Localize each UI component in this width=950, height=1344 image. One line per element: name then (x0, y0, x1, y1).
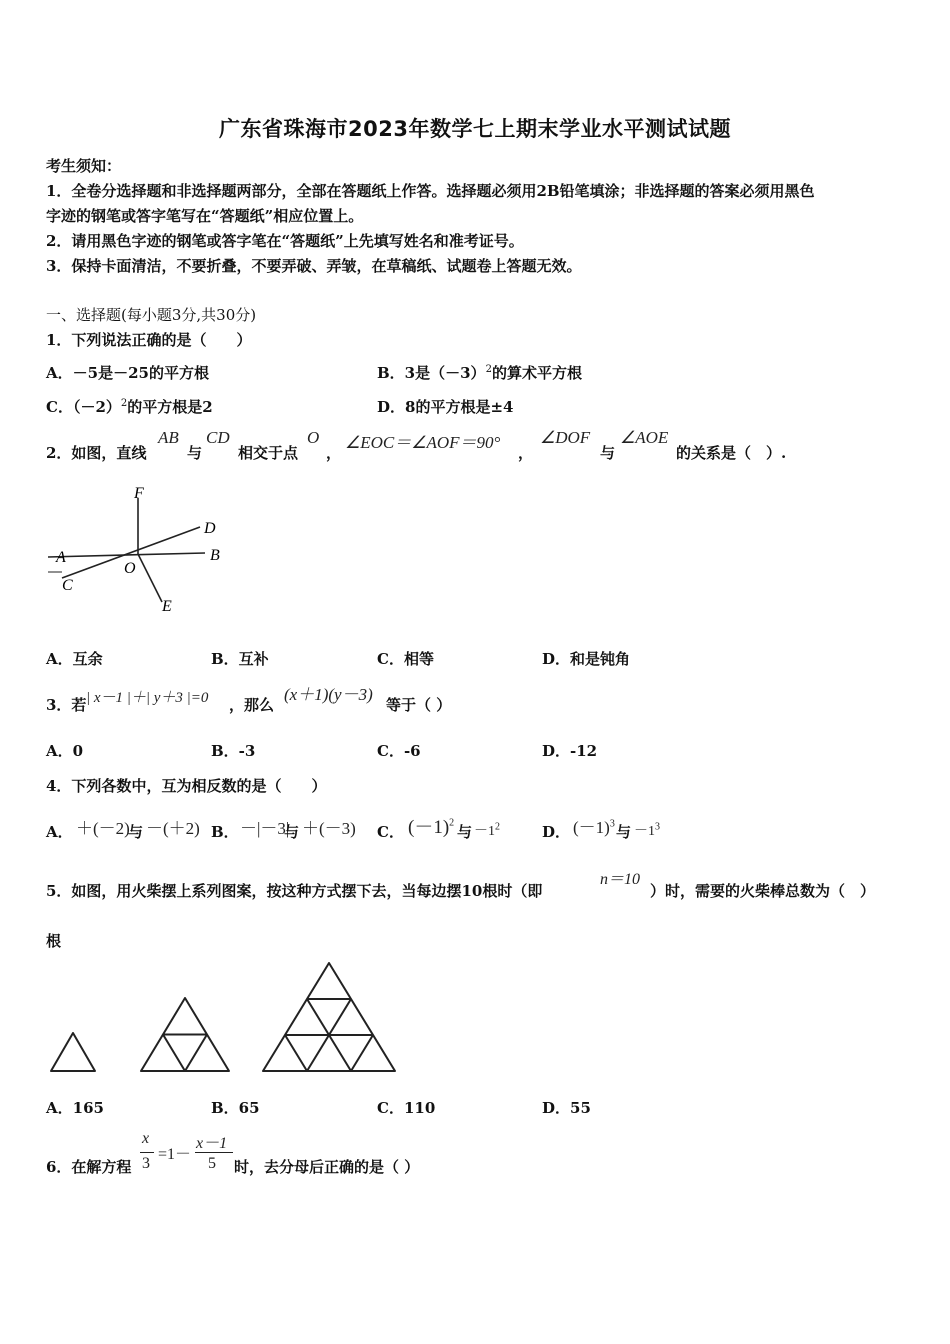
q3-option-a: A．0 (46, 742, 84, 760)
q2-stem-part5: ， (518, 444, 534, 462)
section-heading: 一、选择题(每小题3分,共30分) (46, 306, 257, 324)
q5-option-c: C．110 (377, 1099, 436, 1117)
triangle-n2 (141, 998, 229, 1071)
q4-option-c-yu: 与 (457, 823, 473, 841)
q4-option-d-expr1: $(-1)^3$ (573, 818, 615, 837)
q2-figure (40, 480, 240, 620)
q4-option-a-label: A． (46, 823, 73, 841)
label-o: O (124, 560, 136, 577)
q6-frac1-bar (140, 1152, 154, 1153)
q4-option-d-yu: 与 (616, 823, 632, 841)
q5-option-d: D．55 (542, 1099, 591, 1117)
notice-line-3: 3．保持卡面清洁，不要折叠，不要弄破、弄皱，在草稿纸、试题卷上答题无效。 (46, 257, 582, 275)
q2-option-d: D．和是钝角 (542, 650, 631, 668)
notice-line-2: 2．请用黑色字迹的钢笔或答字笔在“答题纸”上先填写姓名和准考证号。 (46, 232, 524, 250)
q3-stem-part1: 3．若 (46, 696, 87, 714)
q3-math-expression: (x＋1)(y－3) (284, 685, 373, 704)
q2-math-ab: AB (158, 428, 179, 447)
q4-option-c-expr2: $-1^2$ (474, 821, 500, 839)
q4-option-b-label: B． (211, 823, 239, 841)
q5-figure (44, 958, 404, 1078)
q4-option-a-expr1: ＋(－2) (76, 819, 130, 838)
label-c: C (62, 577, 73, 594)
ray-oe (138, 554, 162, 602)
q3-stem-part2: ，那么 (229, 696, 275, 714)
notice-heading: 考生须知： (46, 157, 122, 175)
notice-line-1a: 1．全卷分选择题和非选择题两部分，全部在答题纸上作答。选择题必须用2B铅笔填涂；非选择题的答案必须用黑色 (46, 182, 815, 200)
q5-math-n: n＝10 (600, 871, 641, 888)
triangle-n1 (51, 1033, 95, 1071)
q1-option-b: B．3是$(-3)^2$的算术平方根 (377, 364, 582, 382)
triangle-n3 (263, 963, 395, 1071)
q6-equals: =1－ (158, 1146, 192, 1163)
q6-stem-part1: 6．在解方程 (46, 1158, 132, 1176)
q3-math-condition: | x－1 |＋| y＋3 |=0 (86, 690, 209, 706)
q2-math-o: O (307, 428, 320, 447)
q6-frac1-numerator: x (142, 1130, 150, 1147)
q2-stem-part4: ， (326, 444, 342, 462)
q1-option-d: D．8的平方根是±4 (377, 398, 514, 416)
q3-option-b: B．-3 (211, 742, 256, 760)
q5-stem-part3: 根 (46, 932, 62, 950)
q2-stem-part2: 与 (187, 444, 203, 462)
q1-option-a: A．－5是－25的平方根 (46, 364, 209, 382)
q2-math-dof: ∠DOF (540, 428, 591, 447)
notice-line-1b: 字迹的钢笔或答字笔写在“答题纸”相应位置上。 (46, 207, 364, 225)
q5-option-a: A．165 (46, 1099, 104, 1117)
q1-option-c: C．$(-2)^2$的平方根是2 (46, 398, 213, 416)
q3-option-c: C．-6 (377, 742, 421, 760)
q4-stem: 4．下列各数中，互为相反数的是（ ） (46, 777, 327, 795)
q3-option-d: D．-12 (542, 742, 598, 760)
label-b: B (210, 547, 220, 564)
q4-option-b-yu: 与 (284, 823, 300, 841)
q4-option-a-yu: 与 (128, 823, 144, 841)
q6-frac2-denominator: 5 (208, 1155, 216, 1172)
q4-option-c-expr1: $(-1)^2$ (408, 817, 455, 838)
page-title: 广东省珠海市2023年数学七上期末学业水平测试试题 (219, 117, 731, 141)
q4-option-b-expr1: －|－3| (240, 819, 290, 838)
q3-stem-part3: 等于（ ） (386, 696, 452, 714)
label-a: A (56, 549, 66, 566)
label-d: D (204, 520, 216, 537)
label-e: E (162, 598, 172, 615)
q5-option-b: B．65 (211, 1099, 260, 1117)
q2-stem-part3: 相交于点 (238, 444, 299, 462)
q2-stem-part7: 的关系是（ ）. (676, 444, 787, 462)
q6-frac1-denominator: 3 (142, 1155, 150, 1172)
q4-option-d-expr2: $-1^3$ (634, 821, 660, 839)
q6-frac2-bar (195, 1152, 233, 1153)
q2-stem-part1: 2．如图，直线 (46, 444, 147, 462)
label-f: F (134, 485, 144, 502)
q2-stem-part6: 与 (600, 444, 616, 462)
q6-stem-part2: 时，去分母后正确的是（ ） (234, 1158, 420, 1176)
q2-option-c: C．相等 (377, 650, 434, 668)
q2-option-a: A．互余 (46, 650, 103, 668)
q2-math-cd: CD (206, 428, 230, 447)
q4-option-a-expr2: －(＋2) (146, 819, 200, 838)
q2-option-b: B．互补 (211, 650, 269, 668)
q5-stem-part1: 5．如图，用火柴摆上系列图案，按这种方式摆下去，当每边摆10根时（即 (46, 882, 543, 900)
q5-stem-part2: ）时，需要的火柴棒总数为（ ） (650, 882, 876, 900)
q2-math-angles: ∠EOC＝∠AOF＝90° (345, 433, 501, 452)
q4-option-c-label: C． (377, 823, 404, 841)
q1-stem: 1．下列说法正确的是（ ） (46, 331, 252, 349)
q4-option-b-expr2: ＋(－3) (302, 819, 356, 838)
q6-frac2-numerator: x－1 (196, 1135, 228, 1152)
q2-math-aoe: ∠AOE (620, 428, 669, 447)
q4-option-d-label: D． (542, 823, 571, 841)
